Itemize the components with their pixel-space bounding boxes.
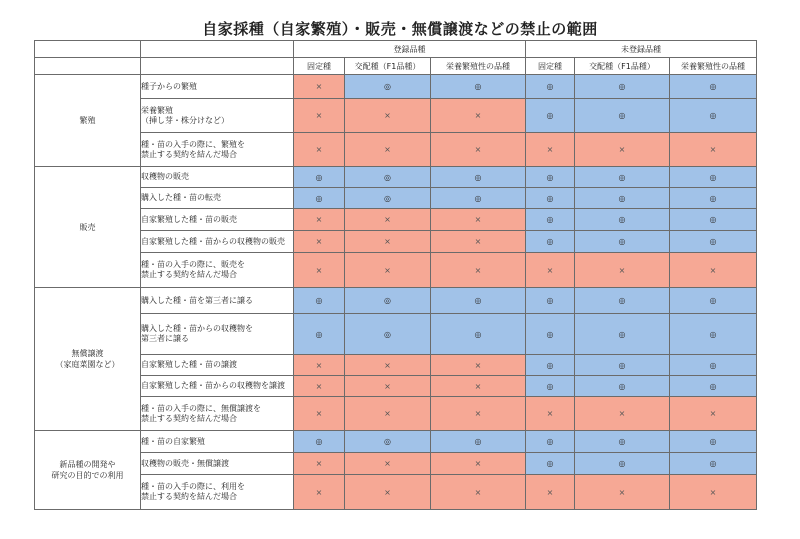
activity-label: 種・苗の自家繁殖 xyxy=(141,431,294,453)
prohibited-cell: × xyxy=(575,133,670,167)
allowed-cell: ◎ xyxy=(294,188,345,209)
column-header: 栄養繁殖性の品種 xyxy=(670,58,757,75)
prohibited-cell: × xyxy=(431,253,526,288)
prohibited-cell: × xyxy=(345,253,431,288)
prohibited-cell: × xyxy=(345,397,431,431)
allowed-cell: ◎ xyxy=(670,209,757,231)
prohibited-cell: × xyxy=(670,253,757,288)
corner-cell xyxy=(141,58,294,75)
activity-label: 自家繁殖した種・苗からの収穫物の販売 xyxy=(141,231,294,253)
allowed-cell: ◎ xyxy=(575,355,670,376)
prohibited-cell: × xyxy=(345,376,431,397)
allowed-cell: ◎ xyxy=(345,288,431,314)
prohibited-cell: × xyxy=(431,209,526,231)
allowed-cell: ◎ xyxy=(526,167,575,188)
allowed-cell: ◎ xyxy=(670,231,757,253)
category-label: 販売 xyxy=(35,167,141,288)
prohibited-cell: × xyxy=(431,397,526,431)
prohibited-cell: × xyxy=(294,453,345,475)
allowed-cell: ◎ xyxy=(575,314,670,355)
table-row xyxy=(35,99,757,133)
table-row xyxy=(35,188,757,209)
prohibited-cell: × xyxy=(431,133,526,167)
allowed-cell: ◎ xyxy=(670,431,757,453)
table-row xyxy=(35,453,757,475)
allowed-cell: ◎ xyxy=(526,75,575,99)
prohibited-cell: × xyxy=(294,133,345,167)
category-label: 無償譲渡 （家庭菜園など） xyxy=(35,288,141,431)
allowed-cell: ◎ xyxy=(345,314,431,355)
table-row xyxy=(35,133,757,167)
allowed-cell: ◎ xyxy=(575,431,670,453)
allowed-cell: ◎ xyxy=(526,431,575,453)
activity-label: 種・苗の入手の際に、販売を 禁止する契約を結んだ場合 xyxy=(141,253,294,288)
allowed-cell: ◎ xyxy=(294,431,345,453)
table-row xyxy=(35,475,757,510)
page-title: 自家採種（自家繁殖）・販売・無償譲渡などの禁止の範囲 xyxy=(202,20,598,38)
prohibited-cell: × xyxy=(575,253,670,288)
activity-label: 種・苗の入手の際に、利用を 禁止する契約を結んだ場合 xyxy=(141,475,294,510)
allowed-cell: ◎ xyxy=(294,314,345,355)
allowed-cell: ◎ xyxy=(670,75,757,99)
prohibited-cell: × xyxy=(345,231,431,253)
corner-cell xyxy=(35,41,141,58)
activity-label: 収穫物の販売 xyxy=(141,167,294,188)
allowed-cell: ◎ xyxy=(526,314,575,355)
prohibited-cell: × xyxy=(575,397,670,431)
column-header: 交配種（F1品種） xyxy=(575,58,670,75)
table-row xyxy=(35,376,757,397)
prohibited-cell: × xyxy=(526,475,575,510)
prohibited-cell: × xyxy=(294,209,345,231)
corner-cell xyxy=(35,58,141,75)
prohibited-cell: × xyxy=(670,133,757,167)
allowed-cell: ◎ xyxy=(575,99,670,133)
table-row xyxy=(35,288,757,314)
allowed-cell: ◎ xyxy=(526,209,575,231)
group-header-unregistered: 未登録品種 xyxy=(526,41,757,58)
prohibited-cell: × xyxy=(431,99,526,133)
allowed-cell: ◎ xyxy=(575,453,670,475)
activity-label: 種子からの繁殖 xyxy=(141,75,294,99)
restriction-table xyxy=(34,40,757,510)
prohibited-cell: × xyxy=(526,397,575,431)
table-row xyxy=(35,431,757,453)
allowed-cell: ◎ xyxy=(575,209,670,231)
activity-label: 種・苗の入手の際に、無償譲渡を 禁止する契約を結んだ場合 xyxy=(141,397,294,431)
table-row xyxy=(35,314,757,355)
allowed-cell: ◎ xyxy=(670,376,757,397)
allowed-cell: ◎ xyxy=(345,75,431,99)
activity-label: 自家繁殖した種・苗の販売 xyxy=(141,209,294,231)
allowed-cell: ◎ xyxy=(670,188,757,209)
prohibited-cell: × xyxy=(345,475,431,510)
allowed-cell: ◎ xyxy=(345,188,431,209)
prohibited-cell: × xyxy=(431,355,526,376)
table-row xyxy=(35,355,757,376)
activity-label: 栄養繁殖 （挿し芽・株分けなど） xyxy=(141,99,294,133)
allowed-cell: ◎ xyxy=(526,453,575,475)
table-row xyxy=(35,253,757,288)
allowed-cell: ◎ xyxy=(575,376,670,397)
allowed-cell: ◎ xyxy=(431,288,526,314)
column-header: 交配種（F1品種） xyxy=(345,58,431,75)
prohibited-cell: × xyxy=(294,397,345,431)
activity-label: 購入した種・苗を第三者に譲る xyxy=(141,288,294,314)
column-header: 栄養繁殖性の品種 xyxy=(431,58,526,75)
allowed-cell: ◎ xyxy=(431,431,526,453)
activity-label: 自家繁殖した種・苗からの収穫物を譲渡 xyxy=(141,376,294,397)
allowed-cell: ◎ xyxy=(294,167,345,188)
allowed-cell: ◎ xyxy=(670,314,757,355)
allowed-cell: ◎ xyxy=(575,167,670,188)
prohibited-cell: × xyxy=(294,475,345,510)
allowed-cell: ◎ xyxy=(431,167,526,188)
allowed-cell: ◎ xyxy=(431,188,526,209)
prohibited-cell: × xyxy=(526,133,575,167)
allowed-cell: ◎ xyxy=(670,453,757,475)
group-header-row xyxy=(35,41,757,58)
allowed-cell: ◎ xyxy=(526,288,575,314)
column-header: 固定種 xyxy=(526,58,575,75)
table-row xyxy=(35,231,757,253)
allowed-cell: ◎ xyxy=(431,314,526,355)
table-row xyxy=(35,75,757,99)
prohibited-cell: × xyxy=(345,133,431,167)
prohibited-cell: × xyxy=(431,453,526,475)
allowed-cell: ◎ xyxy=(670,99,757,133)
allowed-cell: ◎ xyxy=(670,167,757,188)
allowed-cell: ◎ xyxy=(526,355,575,376)
allowed-cell: ◎ xyxy=(575,231,670,253)
prohibited-cell: × xyxy=(294,253,345,288)
column-header-row xyxy=(35,58,757,75)
prohibited-cell: × xyxy=(294,231,345,253)
allowed-cell: ◎ xyxy=(294,288,345,314)
allowed-cell: ◎ xyxy=(526,231,575,253)
table-row xyxy=(35,167,757,188)
allowed-cell: ◎ xyxy=(670,288,757,314)
allowed-cell: ◎ xyxy=(526,188,575,209)
table-row xyxy=(35,397,757,431)
prohibited-cell: × xyxy=(345,355,431,376)
allowed-cell: ◎ xyxy=(526,99,575,133)
prohibited-cell: × xyxy=(294,376,345,397)
prohibited-cell: × xyxy=(431,376,526,397)
prohibited-cell: × xyxy=(526,253,575,288)
prohibited-cell: × xyxy=(294,355,345,376)
prohibited-cell: × xyxy=(345,99,431,133)
group-header-registered: 登録品種 xyxy=(294,41,526,58)
prohibited-cell: × xyxy=(670,397,757,431)
category-label: 繁殖 xyxy=(35,75,141,167)
activity-label: 自家繁殖した種・苗の譲渡 xyxy=(141,355,294,376)
prohibited-cell: × xyxy=(294,99,345,133)
allowed-cell: ◎ xyxy=(345,167,431,188)
prohibited-cell: × xyxy=(345,453,431,475)
prohibited-cell: × xyxy=(431,475,526,510)
activity-label: 収穫物の販売・無償譲渡 xyxy=(141,453,294,475)
prohibited-cell: × xyxy=(575,475,670,510)
prohibited-cell: × xyxy=(670,475,757,510)
prohibited-cell: × xyxy=(294,75,345,99)
table-row xyxy=(35,209,757,231)
column-header: 固定種 xyxy=(294,58,345,75)
corner-cell xyxy=(141,41,294,58)
allowed-cell: ◎ xyxy=(575,75,670,99)
allowed-cell: ◎ xyxy=(575,288,670,314)
activity-label: 購入した種・苗からの収穫物を 第三者に譲る xyxy=(141,314,294,355)
prohibited-cell: × xyxy=(345,209,431,231)
prohibited-cell: × xyxy=(431,231,526,253)
allowed-cell: ◎ xyxy=(670,355,757,376)
allowed-cell: ◎ xyxy=(431,75,526,99)
activity-label: 種・苗の入手の際に、繁殖を 禁止する契約を結んだ場合 xyxy=(141,133,294,167)
allowed-cell: ◎ xyxy=(575,188,670,209)
activity-label: 購入した種・苗の転売 xyxy=(141,188,294,209)
category-label: 新品種の開発や 研究の目的での利用 xyxy=(35,431,141,510)
allowed-cell: ◎ xyxy=(526,376,575,397)
allowed-cell: ◎ xyxy=(345,431,431,453)
